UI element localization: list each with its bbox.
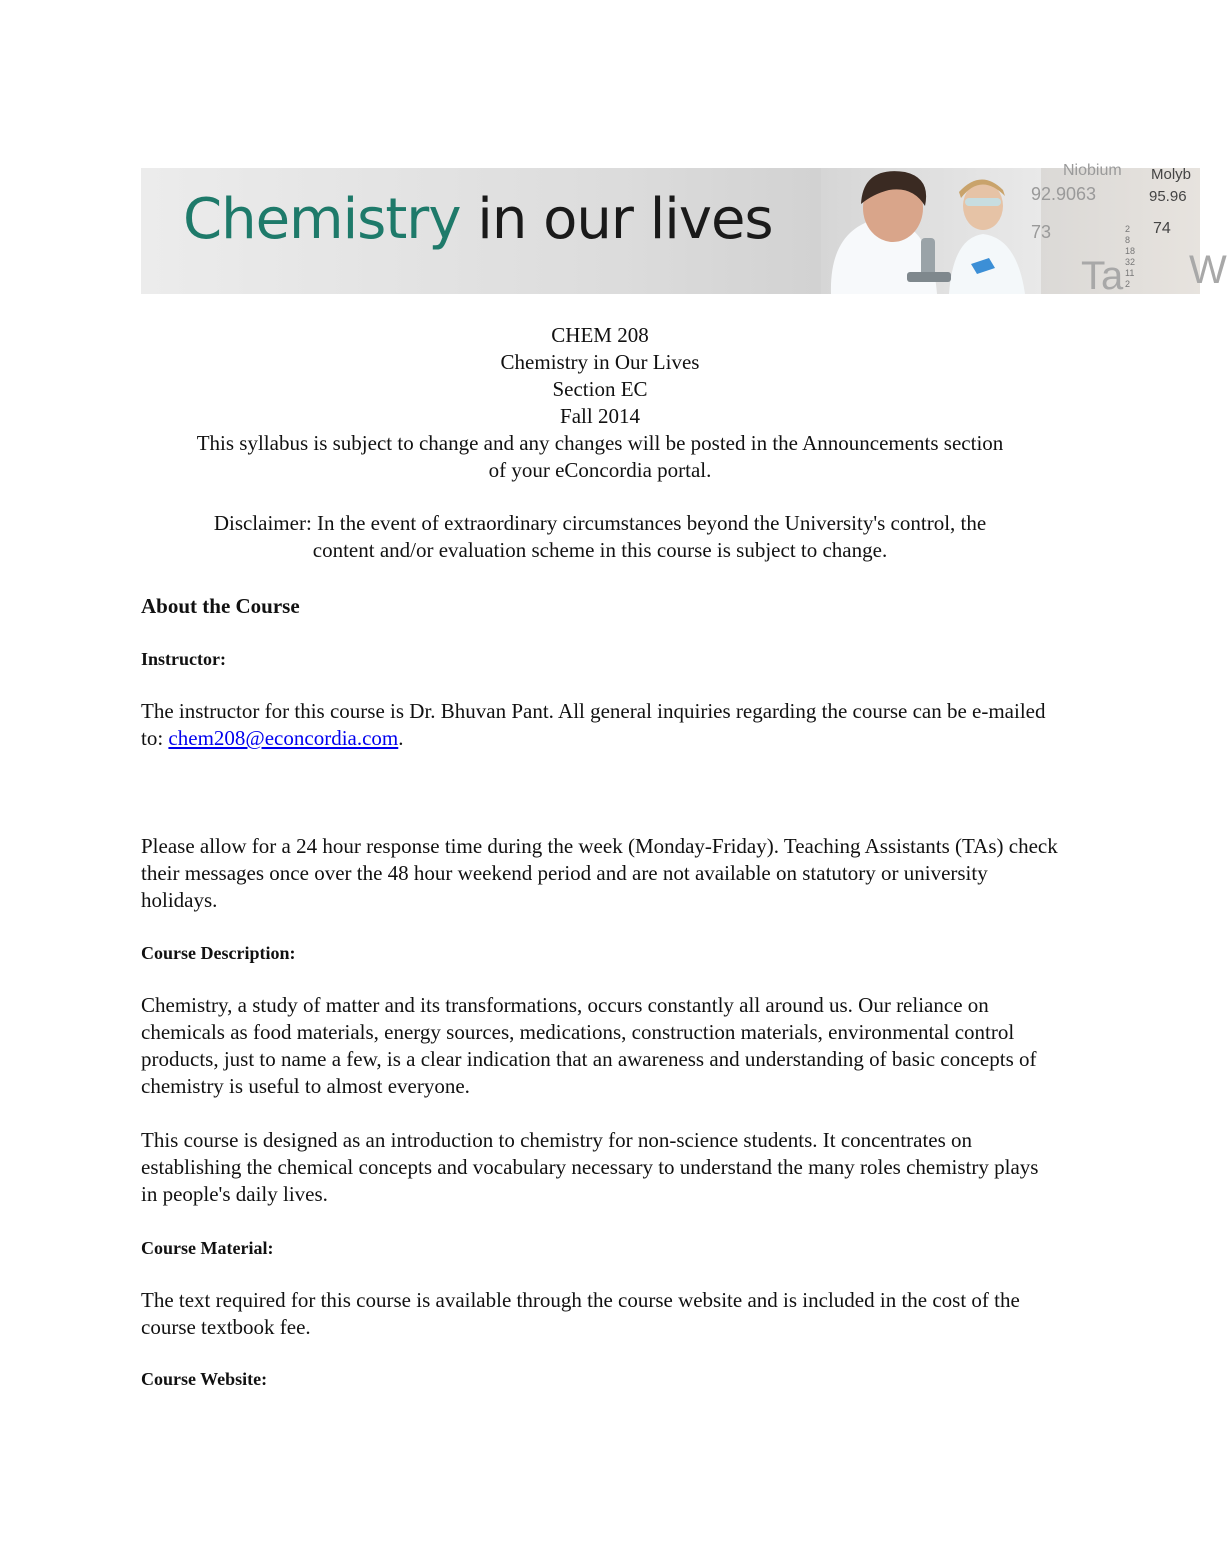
course-title: Chemistry in Our Lives [500,350,700,374]
course-description-p1: Chemistry, a study of matter and its transformations, occurs constantly all around us. Our reliance on chemicals as food materials, energy sources, medications, construction materials, environmental control products, just to name a few, is a clear indication that an awareness and understanding of basic concepts of chemistry is useful to almost everyone. [141,993,1037,1098]
periodic-molybdenum-mass: 95.96 [1149,188,1187,205]
syllabus-header [141,322,1059,564]
email-suffix: . [398,726,404,750]
course-term: Fall 2014 [560,404,640,428]
scientists-photo [821,168,1041,294]
change-notice-line2: of your eConcordia portal. [488,458,712,482]
periodic-ta-number: 73 [1031,222,1052,242]
periodic-niobium-mass: 92.9063 [1031,184,1097,204]
disclaimer-line2: content and/or evaluation scheme in this course is subject to change. [312,538,888,562]
about-course-heading: About the Course [141,594,300,618]
periodic-molybdenum: Molyb [1151,166,1192,183]
banner-title-rest: in our lives [477,187,773,252]
banner-title [183,187,773,252]
change-notice-line1: This syllabus is subject to change and any changes will be posted in the Announcements section [196,431,1004,455]
periodic-niobium: Niobium [1063,162,1122,179]
instructor-paragraph [141,698,1059,752]
instructor-heading: Instructor: [141,649,226,669]
instructor-text: The instructor for this course is Dr. Bhuvan Pant. All general inquiries regarding the course can be e-mailed to: [141,699,1046,750]
periodic-shells: 2 8 18 32 11 2 [1125,224,1136,289]
disclaimer-line1: Disclaimer: In the event of extraordinary circumstances beyond the University's control, the [213,511,987,535]
banner-title-chemistry: Chemistry [183,187,461,252]
course-description-heading: Course Description: [141,943,296,963]
course-description-p2: This course is designed as an introduction to chemistry for non-science students. It concentrates on establishing the chemical concepts and vocabulary necessary to understand the many roles chemistry plays in people's daily lives. [141,1128,1039,1206]
response-time-paragraph: Please allow for a 24 hour response time during the week (Monday-Friday). Teaching Assistants (TAs) check their messages once over the 48 hour weekend period and are not available on statutory or university holidays. [141,834,1058,912]
periodic-w-symbol: W [1189,248,1227,292]
periodic-ta-symbol: Ta [1081,254,1124,298]
instructor-email-link[interactable]: chem208@econcordia.com [168,726,399,750]
course-material-heading: Course Material: [141,1238,274,1258]
periodic-table-graphic [1021,162,1227,298]
course-banner [141,162,1227,298]
course-section: Section EC [552,377,648,401]
periodic-w-number: 74 [1153,220,1171,237]
course-website-heading: Course Website: [141,1369,268,1389]
course-code: CHEM 208 [551,323,649,347]
course-material-paragraph: The text required for this course is available through the course website and is included in the cost of the course textbook fee. [141,1288,1020,1339]
